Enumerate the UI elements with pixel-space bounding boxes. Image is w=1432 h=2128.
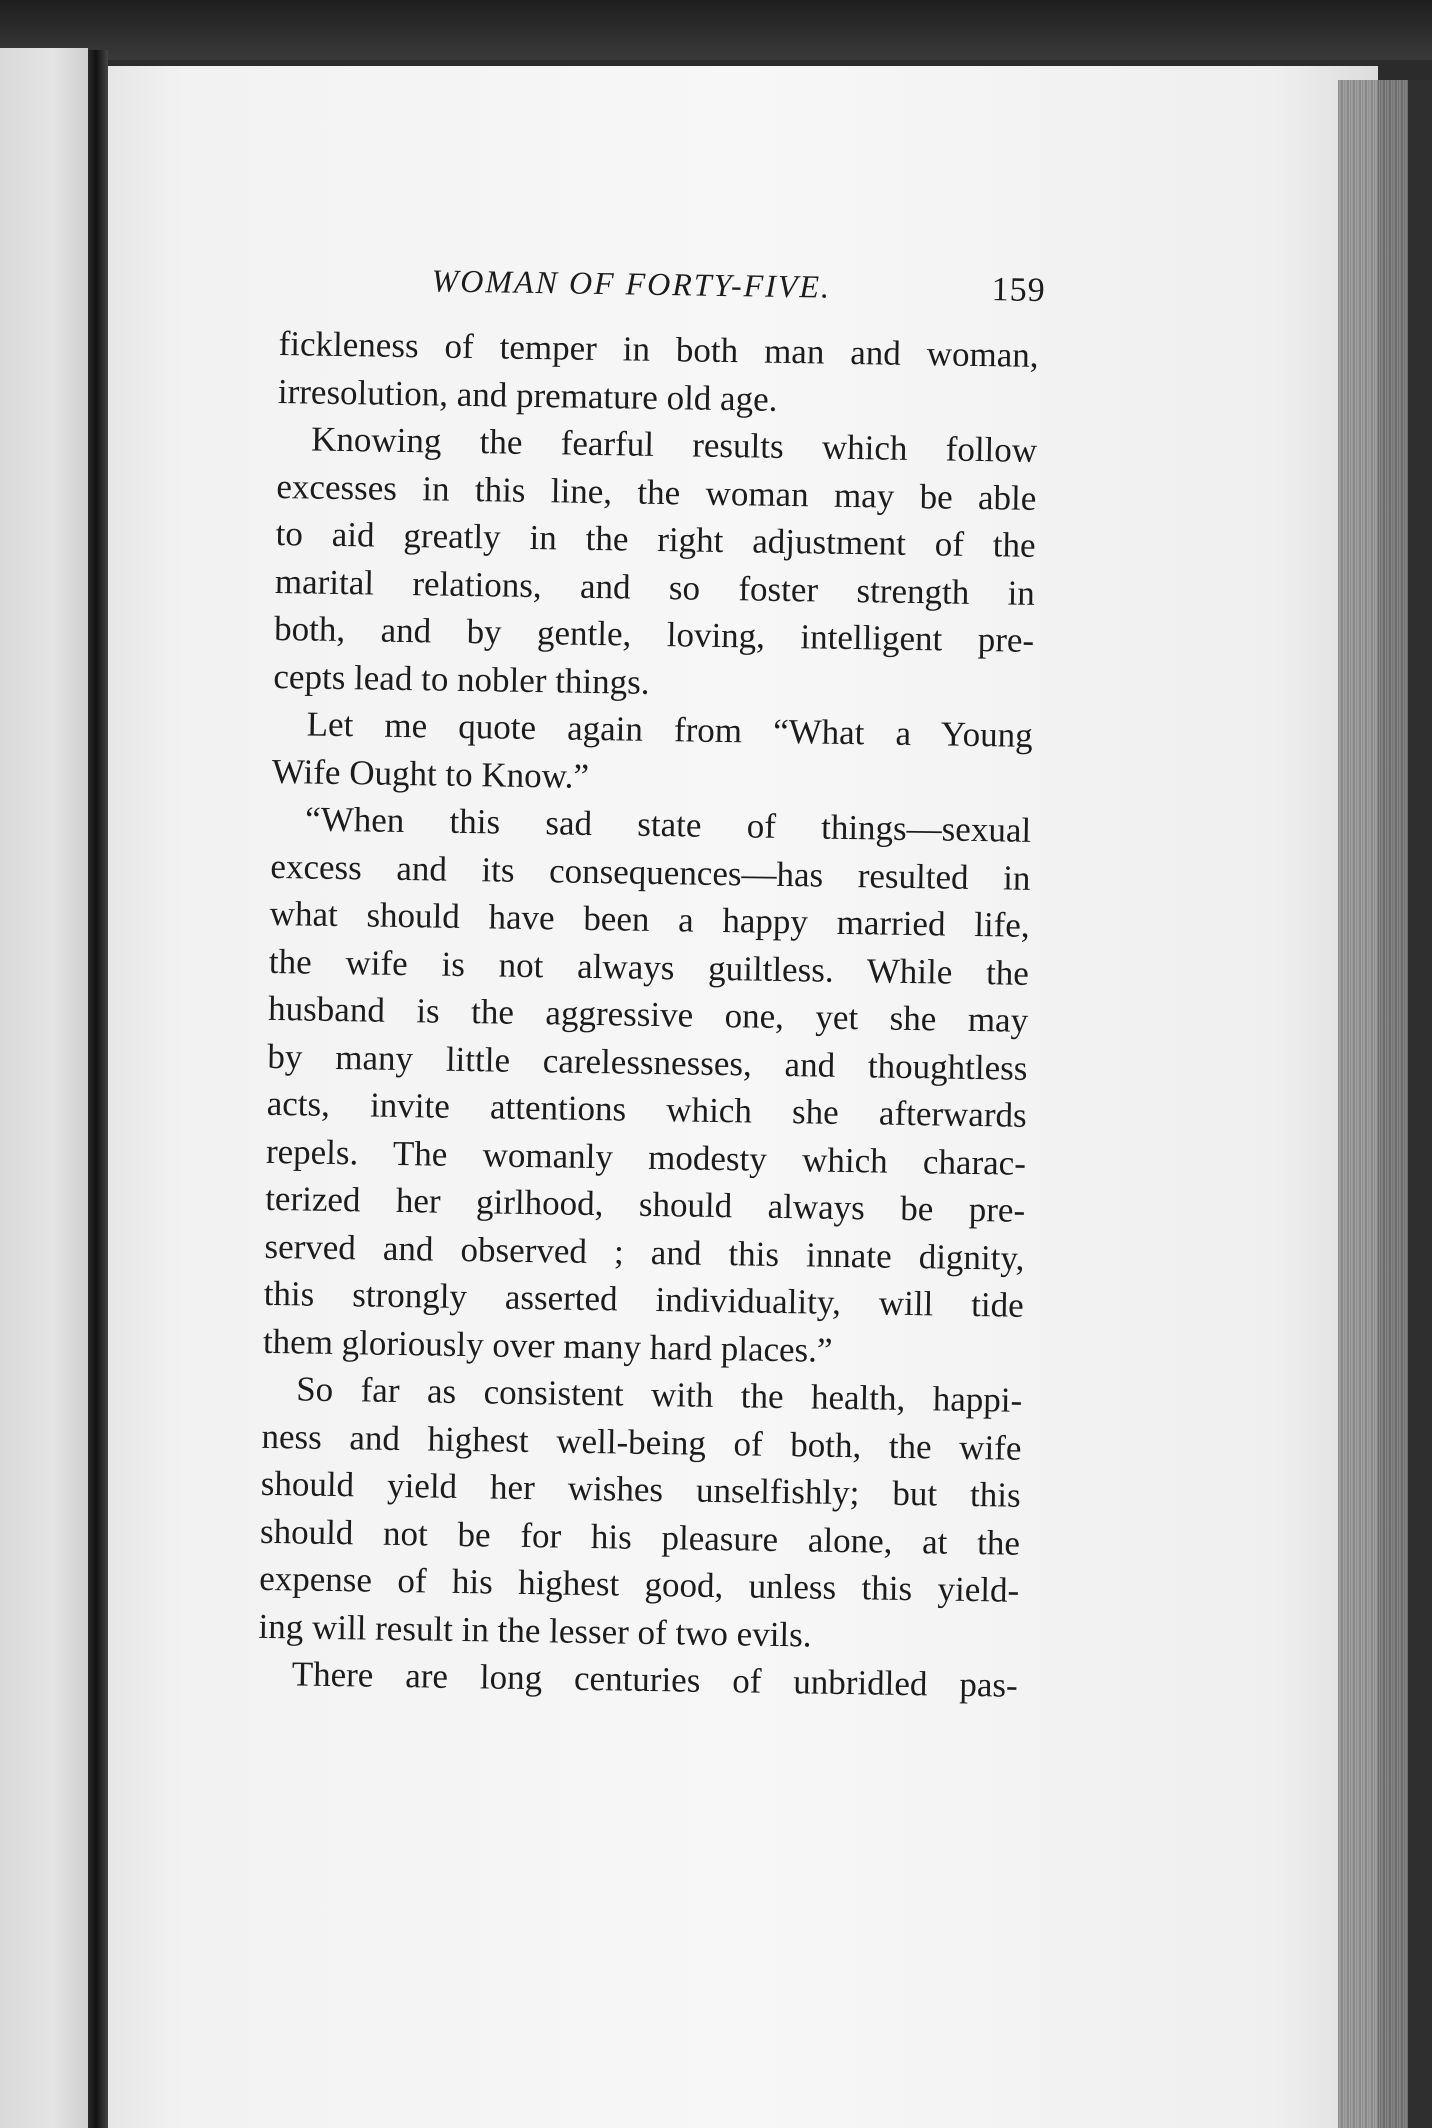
facing-page-edge [0, 48, 88, 2128]
text-line: “When this sad state of things—sexual [304, 799, 1032, 850]
text-line: irresolution, and premature old age. [277, 371, 778, 419]
running-head [279, 260, 1046, 332]
text-line: ing will result in the lesser of two evils. [258, 1606, 812, 1655]
text-line: should not be for his pleasure alone, at the [259, 1511, 1021, 1563]
text-line: So far as consistent with the health, happi- [295, 1369, 1023, 1420]
text-line: to aid greatly in the right adjustment of the [275, 513, 1036, 565]
text-line: cepts lead to nobler things. [273, 656, 650, 702]
running-title: WOMAN OF FORTY-FIVE. [431, 262, 832, 305]
text-line: both, and by gentle, loving, intelligent pre- [273, 608, 1035, 660]
book-gutter [88, 50, 108, 2128]
text-line: served and observed ; and this innate dignity, [264, 1226, 1025, 1278]
text-line: the wife is not always guiltless. While the [268, 941, 1030, 993]
text-line: husband is the aggressive one, yet she may [267, 988, 1029, 1040]
text-line: There are long centuries of unbridled pas- [291, 1654, 1019, 1705]
text-line: them gloriously over many hard places.” [262, 1321, 833, 1370]
text-line: fickleness of temper in both man and woman, [278, 323, 1039, 375]
scan-right-border [1408, 80, 1432, 2128]
text-line: should yield her wishes unselfishly; but this [260, 1463, 1021, 1515]
text-line: Wife Ought to Know.” [271, 751, 590, 796]
text-line: what should have been a happy married life, [269, 893, 1030, 945]
page-stack-edge [1338, 80, 1408, 2128]
text-line: repels. The womanly modesty which charac- [265, 1131, 1027, 1183]
text-line: by many little carelessnesses, and thoughtless [267, 1036, 1028, 1088]
text-line: expense of his highest good, unless this yield- [258, 1558, 1020, 1610]
text-line: excess and its consequences—has resulted in [270, 846, 1031, 898]
page-text-block [257, 260, 1046, 1709]
page-number: 159 [991, 271, 1046, 310]
body-text [257, 320, 1039, 1709]
text-line: Knowing the fearful results which follow [310, 419, 1038, 470]
text-line: this strongly asserted individuality, will tide [263, 1273, 1024, 1325]
text-line: Let me quote again from “What a Young [306, 704, 1033, 755]
text-line: acts, invite attentions which she afterwards [266, 1083, 1027, 1135]
scan-top-shadow [0, 0, 1432, 60]
text-line: marital relations, and so foster strength in [274, 561, 1036, 613]
text-line: ness and highest well-being of both, the wife [261, 1416, 1022, 1468]
text-line: terized her girlhood, should always be pre- [264, 1178, 1026, 1230]
text-line: excesses in this line, the woman may be able [276, 466, 1037, 518]
